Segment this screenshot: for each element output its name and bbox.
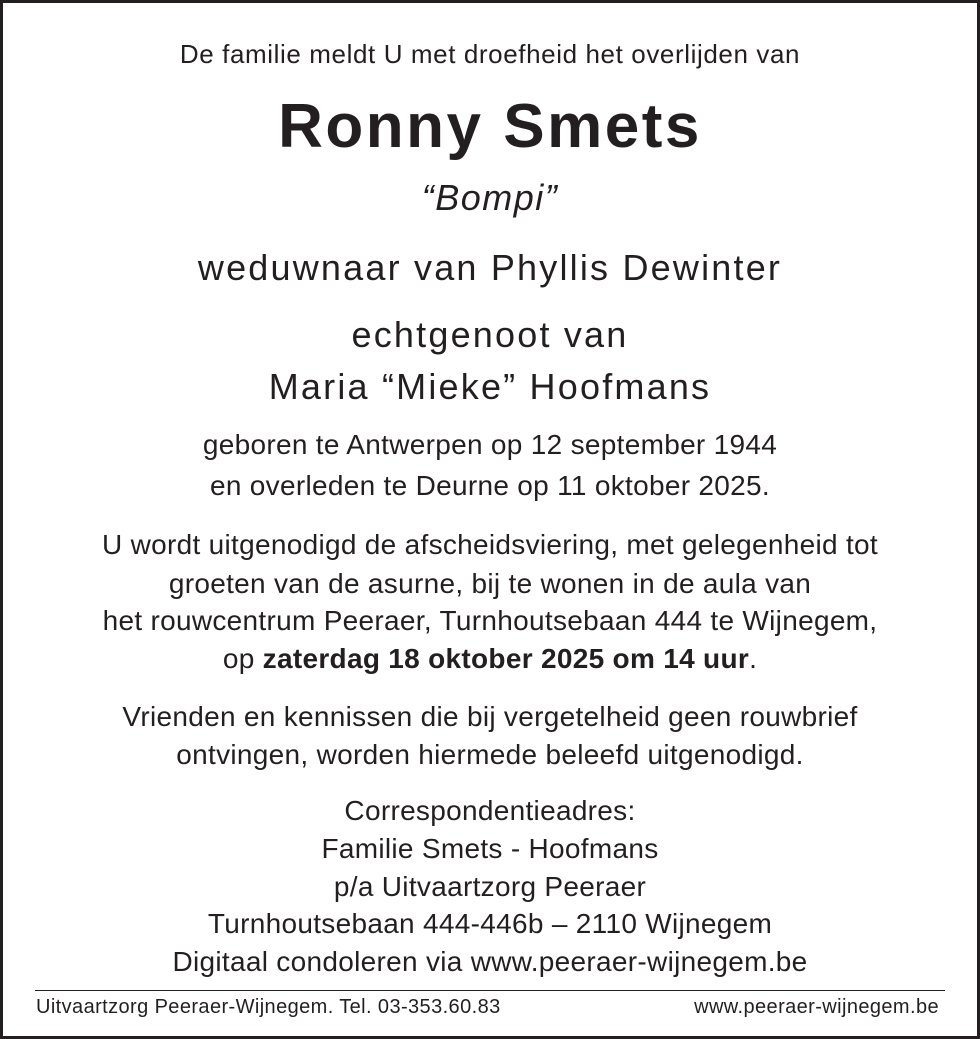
deceased-name: Ronny Smets [278,92,702,161]
birth-line: geboren te Antwerpen op 12 september 1944 [202,429,778,460]
spouse-prefix: echtgenoot van [351,314,629,355]
footer-website: www.peeraer-wijnegem.be [694,996,939,1018]
condolence-line: Digitaal condoleren via www.peeraer-wijnegem.be [172,946,808,977]
footer-divider [35,990,945,991]
invitation-line-1: U wordt uitgenodigd de afscheidsviering, met gelegenheid tot [101,529,879,560]
spouse-name: Maria “Mieke” Hoofmans [268,366,712,407]
invitation-date-prefix: op [222,643,263,674]
invitation-date-suffix: . [749,643,758,674]
ceremony-date: zaterdag 18 oktober 2025 om 14 uur [262,643,750,674]
invitation-line-4 [3,643,977,675]
footer-company: Uitvaartzorg Peeraer-Wijnegem. Tel. 03-353.60.83 [36,996,501,1018]
friends-line-1: Vrienden en kennissen die bij vergetelheid geen rouwbrief [122,701,858,732]
invitation-line-2: groeten van de asurne, bij te wonen in de aula van [168,568,812,599]
invitation-line-3: het rouwcentrum Peeraer, Turnhoutsebaan 444 te Wijnegem, [102,605,878,636]
widower-line: weduwnaar van Phyllis Dewinter [197,247,783,288]
correspondence-care-of: p/a Uitvaartzorg Peeraer [333,871,647,902]
intro-text: De familie meldt U met droefheid het overlijden van [179,39,801,69]
correspondence-family: Familie Smets - Hoofmans [321,833,659,864]
correspondence-label: Correspondentieadres: [344,795,636,826]
correspondence-address: Turnhoutsebaan 444-446b – 2110 Wijnegem [207,908,773,939]
nickname: “Bompi” [421,177,559,218]
friends-line-2: ontvingen, worden hiermede beleefd uitgenodigd. [176,739,804,770]
death-line: en overleden te Deurne op 11 oktober 2025. [209,470,771,501]
